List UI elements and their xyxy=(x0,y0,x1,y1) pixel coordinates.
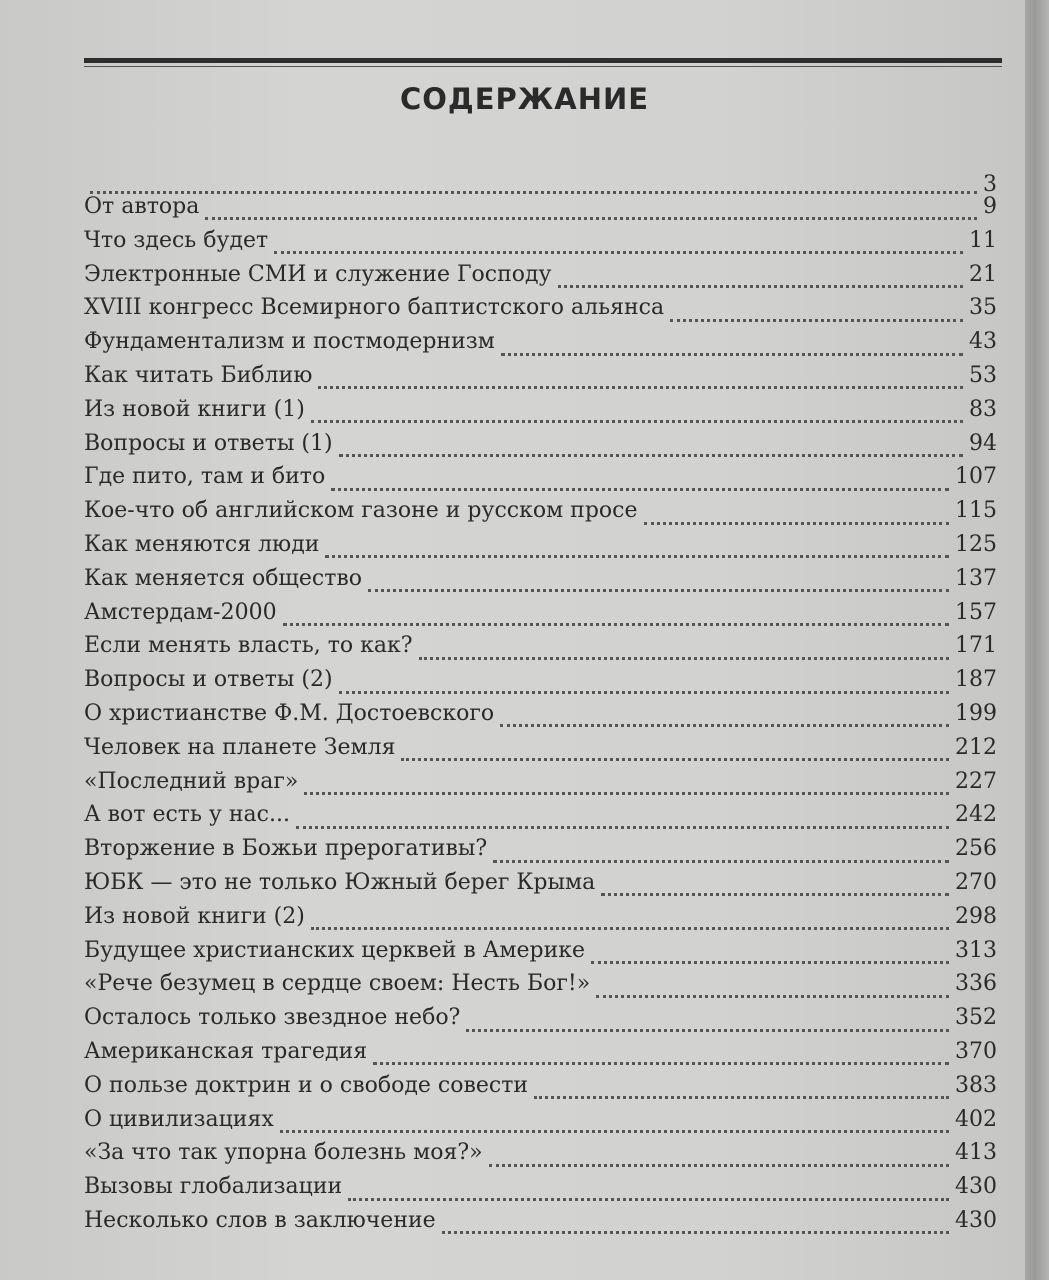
toc-entry xyxy=(84,431,997,465)
toc-entry xyxy=(84,735,997,769)
dot-leader xyxy=(670,319,963,322)
toc-entry xyxy=(84,397,997,431)
dot-leader xyxy=(373,1062,949,1065)
toc-entry-title: Будущее христианских церквей в Америке xyxy=(84,937,586,963)
toc-entry xyxy=(84,498,997,532)
toc-entry xyxy=(84,667,997,701)
table-of-contents xyxy=(84,194,997,1242)
toc-entry xyxy=(84,1140,997,1174)
toc-entry xyxy=(84,295,997,329)
toc-page-number: 383 xyxy=(955,1072,997,1098)
dot-leader xyxy=(534,1096,949,1099)
toc-entry xyxy=(84,464,997,498)
toc-entry xyxy=(84,802,997,836)
toc-entry-title: Вопросы и ответы (2) xyxy=(84,667,333,693)
toc-entry xyxy=(84,262,997,296)
toc-entry-title: Человек на планете Земля xyxy=(84,734,396,760)
toc-page-number: 212 xyxy=(955,734,997,760)
toc-entry xyxy=(84,600,997,634)
toc-page-number: 413 xyxy=(955,1140,997,1166)
toc-entry xyxy=(84,633,997,667)
toc-entry-title: Фундаментализм и постмодернизм xyxy=(84,329,495,355)
toc-entry-title: Вызовы глобализации xyxy=(84,1174,343,1200)
toc-entry xyxy=(84,194,997,228)
toc-entry-title: «За что так упорна болезнь моя?» xyxy=(84,1140,483,1166)
toc-entry xyxy=(84,566,997,600)
toc-entry xyxy=(84,701,997,735)
toc-entry-title: Несколько слов в заключение xyxy=(84,1207,436,1233)
toc-page-number: 125 xyxy=(955,531,997,557)
toc-entry xyxy=(84,1174,997,1208)
toc-page-number: 352 xyxy=(955,1005,997,1031)
toc-page-number: 430 xyxy=(955,1207,997,1233)
dot-leader xyxy=(331,488,949,491)
toc-entry xyxy=(84,1208,997,1242)
toc-entry xyxy=(84,938,997,972)
dot-leader xyxy=(442,1231,949,1234)
toc-entry xyxy=(84,363,997,397)
dot-leader xyxy=(318,386,963,389)
dot-leader xyxy=(601,893,949,896)
toc-page-number: 43 xyxy=(969,329,997,355)
top-rule xyxy=(84,58,1002,63)
dot-leader xyxy=(596,995,949,998)
toc-entry-title: Амстердам-2000 xyxy=(84,599,277,625)
toc-entry-title: Где пито, там и бито xyxy=(84,464,326,490)
toc-entry xyxy=(84,228,997,262)
toc-page-number: 256 xyxy=(955,836,997,862)
toc-page-number: 187 xyxy=(955,667,997,693)
toc-page-number: 83 xyxy=(969,396,997,422)
toc-entry xyxy=(84,870,997,904)
toc-page-number: 199 xyxy=(955,700,997,726)
toc-entry-title: Как меняются люди xyxy=(84,531,320,557)
toc-entry-title: Вторжение в Божьи прерогативы? xyxy=(84,836,488,862)
toc-entry xyxy=(84,329,997,363)
toc-entry-title: Из новой книги (1) xyxy=(84,396,305,422)
toc-page-number: 227 xyxy=(955,768,997,794)
toc-page-number: 270 xyxy=(955,869,997,895)
toc-entry-title: Как меняется общество xyxy=(84,565,363,591)
toc-entry-title: XVIII конгресс Всемирного баптистского альянса xyxy=(84,295,665,321)
toc-page-number: 313 xyxy=(955,937,997,963)
dot-leader xyxy=(500,724,949,727)
toc-entry-title: Что здесь будет xyxy=(84,227,269,253)
dot-leader xyxy=(339,691,949,694)
dot-leader xyxy=(466,1029,949,1032)
toc-page-number: 11 xyxy=(969,227,997,253)
toc-entry-title: «Последний враг» xyxy=(84,768,299,794)
dot-leader xyxy=(283,623,949,626)
toc-page-number: 115 xyxy=(955,498,997,524)
toc-entry-title: О цивилизациях xyxy=(84,1106,274,1132)
page-title: СОДЕРЖАНИЕ xyxy=(399,82,650,116)
toc-entry xyxy=(84,971,997,1005)
dot-leader xyxy=(489,1164,949,1167)
dot-leader xyxy=(339,454,963,457)
toc-page-number: 107 xyxy=(955,464,997,490)
dot-leader xyxy=(493,860,949,863)
toc-page-number: 137 xyxy=(955,565,997,591)
dot-leader xyxy=(368,589,949,592)
toc-entry-title: Из новой книги (2) xyxy=(84,903,305,929)
toc-entry xyxy=(84,1073,997,1107)
dot-leader xyxy=(591,961,949,964)
toc-entry xyxy=(84,1039,997,1073)
dot-leader xyxy=(296,826,949,829)
dot-leader xyxy=(401,758,949,761)
dot-leader xyxy=(274,251,963,254)
toc-page-number: 430 xyxy=(955,1174,997,1200)
toc-entry-title: Если менять власть, то как? xyxy=(84,633,413,659)
toc-entry-title: Американская трагедия xyxy=(84,1038,368,1064)
toc-page-number: 21 xyxy=(969,261,997,287)
toc-entry xyxy=(84,532,997,566)
toc-entry-title: Осталось только звездное небо? xyxy=(84,1005,461,1031)
toc-page-number: 53 xyxy=(969,362,997,388)
dot-leader xyxy=(311,927,949,930)
dot-leader xyxy=(419,657,949,660)
toc-entry-title: Вопросы и ответы (1) xyxy=(84,430,333,456)
toc-entry xyxy=(84,1107,997,1141)
toc-entry xyxy=(84,904,997,938)
toc-page-number: 298 xyxy=(955,903,997,929)
toc-entry xyxy=(84,836,997,870)
toc-entry xyxy=(84,1005,997,1039)
toc-entry xyxy=(84,769,997,803)
toc-page-number: 157 xyxy=(955,599,997,625)
toc-entry-title: «Рече безумец в сердце своем: Несть Бог!» xyxy=(84,971,591,997)
dot-leader xyxy=(325,555,949,558)
toc-entry-title: Как читать Библию xyxy=(84,362,313,388)
toc-page-number: 94 xyxy=(969,430,997,456)
toc-entry-title: О христианстве Ф.М. Достоевского xyxy=(84,700,495,726)
toc-page-number: 242 xyxy=(955,802,997,828)
toc-page-number: 402 xyxy=(955,1106,997,1132)
toc-entry-title: От автора xyxy=(84,194,200,219)
dot-leader xyxy=(348,1198,949,1201)
toc-page-number: 370 xyxy=(955,1038,997,1064)
top-rule-thin xyxy=(84,66,1002,67)
dot-leader xyxy=(501,353,963,356)
toc-entry-title: Кое-что об английском газоне и русском просе xyxy=(84,498,638,524)
toc-entry-title: Электронные СМИ и служение Господу xyxy=(84,261,552,287)
page-edge xyxy=(1025,0,1049,1280)
dot-leader xyxy=(304,792,949,795)
dot-leader xyxy=(311,420,963,423)
dot-leader xyxy=(205,217,977,220)
toc-page-number: 9 xyxy=(983,194,997,219)
toc-entry-title: О пользе доктрин и о свободе совести xyxy=(84,1072,529,1098)
dot-leader xyxy=(280,1130,949,1133)
toc-page-number: 35 xyxy=(969,295,997,321)
dot-leader xyxy=(558,285,964,288)
toc-page-number: 3 xyxy=(983,172,997,197)
dot-leader xyxy=(644,522,949,525)
toc-page-number: 336 xyxy=(955,971,997,997)
toc-entry-title: А вот есть у нас... xyxy=(84,802,290,828)
toc-entry-title: ЮБК — это не только Южный берег Крыма xyxy=(84,869,596,895)
toc-page-number: 171 xyxy=(955,633,997,659)
